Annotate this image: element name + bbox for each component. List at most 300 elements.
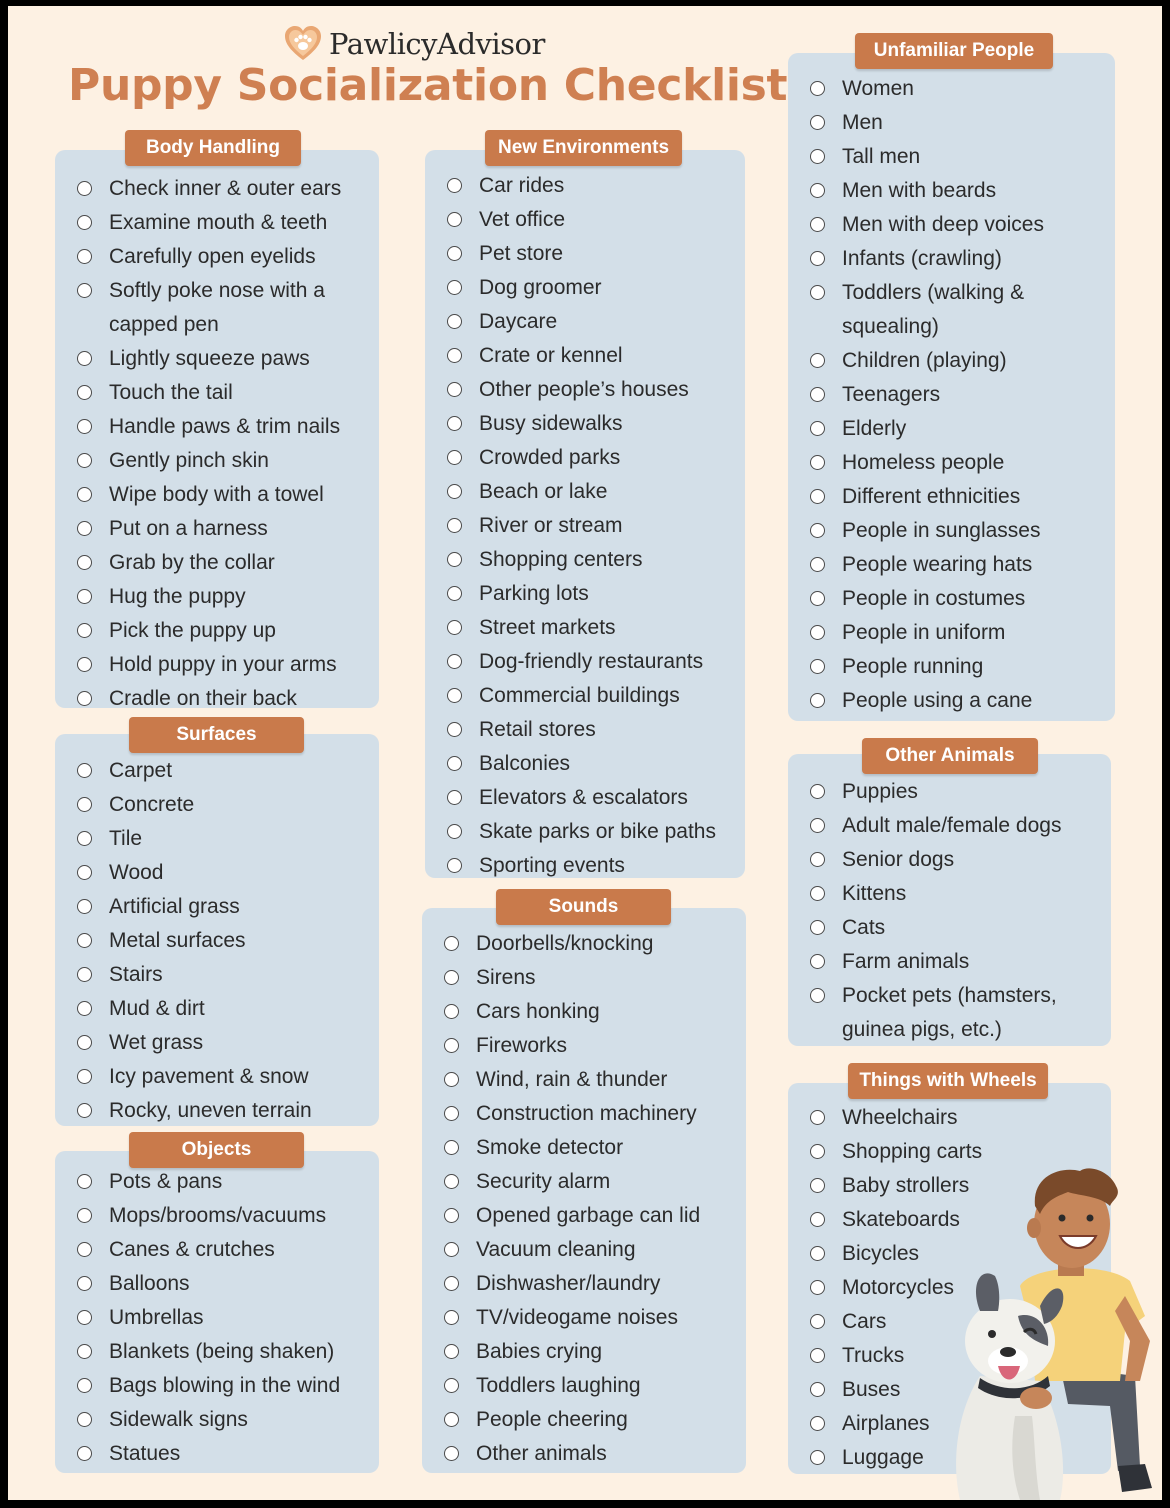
checklist-item-label: Canes & crutches [109, 1238, 275, 1261]
checkbox-circle-icon[interactable] [810, 1110, 825, 1125]
checkbox-circle-icon[interactable] [810, 353, 825, 368]
checklist-item-label: Fireworks [476, 1034, 568, 1057]
checklist-item[interactable] [808, 979, 1111, 1013]
checkbox-circle-icon[interactable] [447, 824, 462, 839]
checklist-item[interactable] [445, 849, 745, 883]
checklist-item[interactable] [808, 310, 1115, 344]
checklist-item[interactable] [442, 1029, 746, 1063]
checkbox-circle-icon[interactable] [810, 115, 825, 130]
checklist-item[interactable] [75, 1060, 379, 1094]
checklist-item[interactable] [808, 877, 1111, 911]
checklist-item-label: People in sunglasses [842, 519, 1041, 542]
checklist-item[interactable] [75, 890, 379, 924]
checklist-item-label: Busy sidewalks [479, 412, 623, 435]
checklist-item-label: Skate parks or bike paths [479, 820, 716, 843]
checkbox-circle-icon[interactable] [77, 1242, 92, 1257]
checkbox-circle-icon[interactable] [810, 1450, 825, 1465]
checklist-item-label: Shopping centers [479, 548, 643, 571]
checklist-item[interactable] [808, 106, 1115, 140]
checklist-item-label: Sirens [476, 966, 536, 989]
checklist-item[interactable] [442, 1063, 746, 1097]
checkbox-circle-icon[interactable] [810, 784, 825, 799]
checkbox-circle-icon[interactable] [810, 1144, 825, 1159]
checklist-item-label: Men [842, 111, 883, 134]
checklist-item[interactable] [75, 924, 379, 958]
checkbox-circle-icon[interactable] [447, 790, 462, 805]
checkbox-circle-icon[interactable] [447, 178, 462, 193]
checklist-item[interactable] [808, 242, 1115, 276]
checkbox-circle-icon[interactable] [77, 1344, 92, 1359]
checklist-item[interactable] [808, 1101, 1111, 1135]
checkbox-circle-icon[interactable] [77, 899, 92, 914]
checkbox-circle-icon[interactable] [444, 1140, 459, 1155]
checklist-item-label: Babies crying [476, 1340, 603, 1363]
checklist-page [8, 6, 1162, 1500]
checkbox-circle-icon[interactable] [444, 1446, 459, 1461]
section-header-other-animals: Other Animals [862, 738, 1038, 774]
checklist-item-label: Balloons [109, 1272, 190, 1295]
checklist-item-label: Blankets (being shaken) [109, 1340, 335, 1363]
checklist-item[interactable] [442, 1267, 746, 1301]
checkbox-circle-icon[interactable] [810, 455, 825, 470]
checklist-item-label: Other animals [476, 1442, 607, 1465]
checklist-item-label: People wearing hats [842, 553, 1033, 576]
checkbox-circle-icon[interactable] [77, 419, 92, 434]
checklist-item[interactable] [445, 509, 745, 543]
checkbox-circle-icon[interactable] [810, 625, 825, 640]
checkbox-circle-icon[interactable] [810, 920, 825, 935]
checkbox-circle-icon[interactable] [447, 552, 462, 567]
checklist-item[interactable] [75, 1437, 379, 1471]
checklist-item-label: People using a cane [842, 689, 1033, 712]
checkbox-circle-icon[interactable] [77, 657, 92, 672]
checklist-item-label: Retail stores [479, 718, 596, 741]
checklist-item-label: Farm animals [842, 950, 970, 973]
checklist-item-label: Buses [842, 1378, 901, 1401]
checklist-item[interactable] [445, 679, 745, 713]
checklist-item[interactable] [75, 274, 379, 308]
checklist-item-label: Opened garbage can lid [476, 1204, 701, 1227]
checklist-item[interactable] [442, 1233, 746, 1267]
checklist-item[interactable] [75, 788, 379, 822]
checklist-item-label: Mud & dirt [109, 997, 205, 1020]
checkbox-circle-icon[interactable] [810, 988, 825, 1003]
checklist-item-label: Puppies [842, 780, 918, 803]
checklist-item[interactable] [445, 713, 745, 747]
checklist-item[interactable] [808, 140, 1115, 174]
checkbox-circle-icon[interactable] [810, 489, 825, 504]
checklist-item-label: Statues [109, 1442, 181, 1465]
checklist-item[interactable] [808, 684, 1115, 718]
checklist-item-label: Toddlers (walking & [842, 281, 1025, 304]
checklist-item[interactable] [442, 1165, 746, 1199]
checklist-item-label: Infants (crawling) [842, 247, 1002, 270]
checklist-item-label: Carpet [109, 759, 173, 782]
checklist-item-label: Umbrellas [109, 1306, 204, 1329]
checklist-item[interactable] [75, 1267, 379, 1301]
checkbox-circle-icon[interactable] [77, 385, 92, 400]
checklist-item-label: Bags blowing in the wind [109, 1374, 341, 1397]
checklist-item[interactable] [808, 412, 1115, 446]
checklist-item-label: Street markets [479, 616, 616, 639]
checklist-item[interactable] [75, 172, 379, 206]
checklist-item-label: Car rides [479, 174, 565, 197]
checklist-item[interactable] [445, 543, 745, 577]
checklist-item-label: Pocket pets (hamsters, [842, 984, 1057, 1007]
section-other-animals [788, 754, 1111, 1046]
checklist-item-label: Doorbells/knocking [476, 932, 654, 955]
checkbox-circle-icon[interactable] [447, 858, 462, 873]
boy-with-dog-illustration [940, 1166, 1162, 1500]
section-header-body-handling: Body Handling [125, 130, 301, 166]
checklist-item[interactable] [808, 514, 1115, 548]
checklist-item-label: Different ethnicities [842, 485, 1021, 508]
brand-name: PawlicyAdvisor [329, 27, 545, 61]
checkbox-circle-icon[interactable] [444, 1072, 459, 1087]
checkbox-circle-icon[interactable] [810, 1382, 825, 1397]
checkbox-circle-icon[interactable] [77, 283, 92, 298]
checklist-item[interactable] [75, 1369, 379, 1403]
checkbox-circle-icon[interactable] [77, 487, 92, 502]
checklist-item[interactable] [808, 1013, 1111, 1047]
section-new-environments [425, 150, 745, 878]
checkbox-circle-icon[interactable] [77, 967, 92, 982]
checkbox-circle-icon[interactable] [810, 149, 825, 164]
checklist-item[interactable] [808, 775, 1111, 809]
checklist-item[interactable] [445, 373, 745, 407]
checklist-item[interactable] [445, 339, 745, 373]
checklist-item-label: Metal surfaces [109, 929, 246, 952]
checklist-item[interactable] [445, 441, 745, 475]
checklist-item[interactable] [75, 1199, 379, 1233]
checklist-item-label: Teenagers [842, 383, 941, 406]
checklist-item[interactable] [445, 305, 745, 339]
checklist-item[interactable] [442, 995, 746, 1029]
checklist-item-label: Construction machinery [476, 1102, 697, 1125]
checklist-item-label: Pick the puppy up [109, 619, 276, 642]
checklist-item-label: squealing) [842, 315, 939, 338]
section-header-new-environments: New Environments [485, 130, 682, 166]
checklist-item[interactable] [445, 577, 745, 611]
checklist-item[interactable] [808, 276, 1115, 310]
checkbox-circle-icon[interactable] [77, 1069, 92, 1084]
checklist-item[interactable] [808, 945, 1111, 979]
checklist-item[interactable] [808, 344, 1115, 378]
checklist-item[interactable] [75, 478, 379, 512]
checkbox-circle-icon[interactable] [810, 852, 825, 867]
checkbox-circle-icon[interactable] [77, 1412, 92, 1427]
checklist-item[interactable] [75, 546, 379, 580]
checklist-item[interactable] [75, 240, 379, 274]
checkbox-circle-icon[interactable] [447, 484, 462, 499]
checkbox-circle-icon[interactable] [444, 1106, 459, 1121]
checklist-item-label: Balconies [479, 752, 571, 775]
checklist-item-label: Sporting events [479, 854, 625, 877]
checkbox-circle-icon[interactable] [77, 215, 92, 230]
checkbox-circle-icon[interactable] [444, 1412, 459, 1427]
checklist-item[interactable] [445, 747, 745, 781]
section-header-surfaces: Surfaces [129, 717, 304, 753]
checkbox-circle-icon[interactable] [77, 521, 92, 536]
section-header-things-with-wheels: Things with Wheels [848, 1063, 1048, 1099]
checklist-item[interactable] [808, 809, 1111, 843]
checkbox-circle-icon[interactable] [447, 314, 462, 329]
checkbox-circle-icon[interactable] [810, 1348, 825, 1363]
checklist-item[interactable] [808, 582, 1115, 616]
checklist-item[interactable] [442, 1437, 746, 1471]
checkbox-circle-icon[interactable] [444, 970, 459, 985]
checkbox-circle-icon[interactable] [810, 818, 825, 833]
checklist-item[interactable] [442, 1369, 746, 1403]
checklist-item[interactable] [442, 1403, 746, 1437]
checklist-item[interactable] [442, 961, 746, 995]
section-unfamiliar-people [788, 53, 1115, 721]
checkbox-circle-icon[interactable] [810, 659, 825, 674]
checkbox-circle-icon[interactable] [77, 1208, 92, 1223]
checkbox-circle-icon[interactable] [77, 763, 92, 778]
checklist-item[interactable] [445, 781, 745, 815]
checklist-item-label: Examine mouth & teeth [109, 211, 328, 234]
checklist-item[interactable] [445, 271, 745, 305]
checklist-item-label: Bicycles [842, 1242, 920, 1265]
checklist-item-label: Artificial grass [109, 895, 240, 918]
checklist-item[interactable] [445, 203, 745, 237]
checkbox-circle-icon[interactable] [444, 1310, 459, 1325]
checkbox-circle-icon[interactable] [77, 453, 92, 468]
checkbox-circle-icon[interactable] [447, 246, 462, 261]
checklist-item-label: guinea pigs, etc.) [842, 1018, 1002, 1041]
checklist-item[interactable] [75, 822, 379, 856]
checklist-item[interactable] [445, 407, 745, 441]
checklist-item-label: Parking lots [479, 582, 589, 605]
checkbox-circle-icon[interactable] [77, 797, 92, 812]
checklist-item-label: Smoke detector [476, 1136, 624, 1159]
checklist-item[interactable] [808, 174, 1115, 208]
section-objects [55, 1151, 379, 1473]
checklist-item-label: Hug the puppy [109, 585, 246, 608]
checkbox-circle-icon[interactable] [447, 280, 462, 295]
checkbox-circle-icon[interactable] [444, 1378, 459, 1393]
checklist-item[interactable] [445, 237, 745, 271]
checklist-item[interactable] [75, 614, 379, 648]
checkbox-circle-icon[interactable] [447, 654, 462, 669]
checkbox-circle-icon[interactable] [77, 1174, 92, 1189]
checklist-item[interactable] [442, 1335, 746, 1369]
checklist-item-label: River or stream [479, 514, 623, 537]
checklist-item-label: Hold puppy in your arms [109, 653, 337, 676]
checkbox-circle-icon[interactable] [77, 623, 92, 638]
checkbox-circle-icon[interactable] [447, 450, 462, 465]
checklist-item[interactable] [75, 992, 379, 1026]
checklist-item-label: Concrete [109, 793, 195, 816]
checkbox-circle-icon[interactable] [810, 1416, 825, 1431]
checklist-item[interactable] [808, 446, 1115, 480]
checklist-item[interactable] [75, 342, 379, 376]
checkbox-circle-icon[interactable] [810, 1178, 825, 1193]
checklist-item-label: Beach or lake [479, 480, 608, 503]
checklist-item[interactable] [442, 1199, 746, 1233]
checklist-item-label: Daycare [479, 310, 558, 333]
checklist-item[interactable] [442, 1301, 746, 1335]
checkbox-circle-icon[interactable] [810, 183, 825, 198]
page-title: Puppy Socialization Checklist [68, 60, 788, 111]
checklist-item-label: Put on a harness [109, 517, 268, 540]
checkbox-circle-icon[interactable] [447, 586, 462, 601]
checkbox-circle-icon[interactable] [810, 1212, 825, 1227]
checklist-item[interactable] [808, 72, 1115, 106]
checklist-item[interactable] [75, 410, 379, 444]
checkbox-circle-icon[interactable] [77, 1378, 92, 1393]
checkbox-circle-icon[interactable] [447, 416, 462, 431]
checklist-item-label: Trucks [842, 1344, 905, 1367]
checkbox-circle-icon[interactable] [77, 351, 92, 366]
checklist-item[interactable] [808, 843, 1111, 877]
checklist-item-label: Cradle on their back [109, 687, 297, 710]
checklist-item[interactable] [75, 1165, 379, 1199]
checkbox-circle-icon[interactable] [77, 589, 92, 604]
checklist-item[interactable] [808, 378, 1115, 412]
checkbox-circle-icon[interactable] [77, 1103, 92, 1118]
checkbox-circle-icon[interactable] [77, 181, 92, 196]
checklist-item[interactable] [75, 1233, 379, 1267]
checkbox-circle-icon[interactable] [810, 285, 825, 300]
checklist-item-label: Kittens [842, 882, 907, 905]
checkbox-circle-icon[interactable] [447, 620, 462, 635]
checkbox-circle-icon[interactable] [447, 722, 462, 737]
brand-logo [283, 24, 545, 64]
checklist-item[interactable] [75, 1335, 379, 1369]
checklist-item[interactable] [445, 645, 745, 679]
checklist-item-label: Mops/brooms/vacuums [109, 1204, 327, 1227]
checklist-item[interactable] [75, 1026, 379, 1060]
checklist-item[interactable] [75, 1403, 379, 1437]
checkbox-circle-icon[interactable] [77, 1001, 92, 1016]
section-body-handling [55, 150, 379, 708]
checklist-item[interactable] [75, 206, 379, 240]
checklist-item[interactable] [808, 1135, 1111, 1169]
checklist-item-label: Stairs [109, 963, 163, 986]
checklist-item[interactable] [808, 208, 1115, 242]
checklist-item[interactable] [75, 1094, 379, 1128]
checkbox-circle-icon[interactable] [77, 555, 92, 570]
checkbox-circle-icon[interactable] [447, 212, 462, 227]
checkbox-circle-icon[interactable] [447, 756, 462, 771]
checkbox-circle-icon[interactable] [77, 865, 92, 880]
checkbox-circle-icon[interactable] [444, 1174, 459, 1189]
checklist-item[interactable] [445, 475, 745, 509]
checklist-item[interactable] [808, 548, 1115, 582]
checkbox-circle-icon[interactable] [77, 1035, 92, 1050]
checkbox-circle-icon[interactable] [447, 348, 462, 363]
checklist-item[interactable] [442, 927, 746, 961]
checklist-item[interactable] [75, 512, 379, 546]
checkbox-circle-icon[interactable] [810, 523, 825, 538]
checkbox-circle-icon[interactable] [77, 831, 92, 846]
checkbox-circle-icon[interactable] [810, 954, 825, 969]
checklist-item-label: Vacuum cleaning [476, 1238, 636, 1261]
checklist-item[interactable] [808, 616, 1115, 650]
checkbox-circle-icon[interactable] [810, 693, 825, 708]
checkbox-circle-icon[interactable] [444, 1276, 459, 1291]
checklist-item[interactable] [75, 648, 379, 682]
checkbox-circle-icon[interactable] [447, 518, 462, 533]
checkbox-circle-icon[interactable] [77, 691, 92, 706]
checkbox-circle-icon[interactable] [810, 886, 825, 901]
checklist-item[interactable] [75, 1301, 379, 1335]
checklist-item[interactable] [75, 376, 379, 410]
checklist-item-label: Women [842, 77, 914, 100]
checklist-item[interactable] [808, 480, 1115, 514]
checklist-item-label: Wipe body with a towel [109, 483, 324, 506]
checkbox-circle-icon[interactable] [444, 1004, 459, 1019]
checklist-item[interactable] [75, 580, 379, 614]
checkbox-circle-icon[interactable] [810, 217, 825, 232]
checklist-item[interactable] [75, 682, 379, 716]
checklist-item-label: Security alarm [476, 1170, 611, 1193]
checklist-item[interactable] [445, 611, 745, 645]
checklist-item-label: Carefully open eyelids [109, 245, 316, 268]
checkbox-circle-icon[interactable] [810, 1280, 825, 1295]
checklist-item[interactable] [445, 815, 745, 849]
checklist-item-label: Airplanes [842, 1412, 930, 1435]
checklist-item-label: Wheelchairs [842, 1106, 958, 1129]
checklist-item[interactable] [75, 958, 379, 992]
checkbox-circle-icon[interactable] [77, 1276, 92, 1291]
checkbox-circle-icon[interactable] [810, 421, 825, 436]
checklist-item-label: Pots & pans [109, 1170, 223, 1193]
checkbox-circle-icon[interactable] [810, 81, 825, 96]
section-header-objects: Objects [129, 1132, 304, 1168]
checklist-item[interactable] [442, 1131, 746, 1165]
checklist-item-label: Handle paws & trim nails [109, 415, 341, 438]
checkbox-circle-icon[interactable] [77, 1446, 92, 1461]
checkbox-circle-icon[interactable] [77, 1310, 92, 1325]
checklist-item[interactable] [75, 308, 379, 342]
checklist-item[interactable] [75, 754, 379, 788]
checkbox-circle-icon[interactable] [447, 688, 462, 703]
checkbox-circle-icon[interactable] [810, 251, 825, 266]
checkbox-circle-icon[interactable] [444, 936, 459, 951]
checklist-item-label: Senior dogs [842, 848, 955, 871]
checklist-item-label: Cats [842, 916, 886, 939]
checkbox-circle-icon[interactable] [444, 1242, 459, 1257]
checkbox-circle-icon[interactable] [810, 1246, 825, 1261]
checklist-item-label: Skateboards [842, 1208, 960, 1231]
checkbox-circle-icon[interactable] [77, 933, 92, 948]
checkbox-circle-icon[interactable] [810, 1314, 825, 1329]
checklist-item[interactable] [808, 911, 1111, 945]
checklist-item-label: Motorcycles [842, 1276, 955, 1299]
checklist-item[interactable] [442, 1097, 746, 1131]
checkbox-circle-icon[interactable] [444, 1208, 459, 1223]
checklist-item-label: Dog-friendly restaurants [479, 650, 704, 673]
checkbox-circle-icon[interactable] [444, 1344, 459, 1359]
checkbox-circle-icon[interactable] [444, 1038, 459, 1053]
section-surfaces [55, 734, 379, 1126]
checklist-item[interactable] [808, 650, 1115, 684]
checklist-item-label: Vet office [479, 208, 566, 231]
checkbox-circle-icon[interactable] [77, 249, 92, 264]
checklist-item-label: Check inner & outer ears [109, 177, 342, 200]
checklist-item[interactable] [75, 444, 379, 478]
checklist-item[interactable] [445, 169, 745, 203]
checkbox-circle-icon[interactable] [447, 382, 462, 397]
checklist-item-label: Homeless people [842, 451, 1005, 474]
checklist-item[interactable] [75, 856, 379, 890]
checkbox-circle-icon[interactable] [810, 591, 825, 606]
checkbox-circle-icon[interactable] [810, 557, 825, 572]
checkbox-circle-icon[interactable] [810, 387, 825, 402]
